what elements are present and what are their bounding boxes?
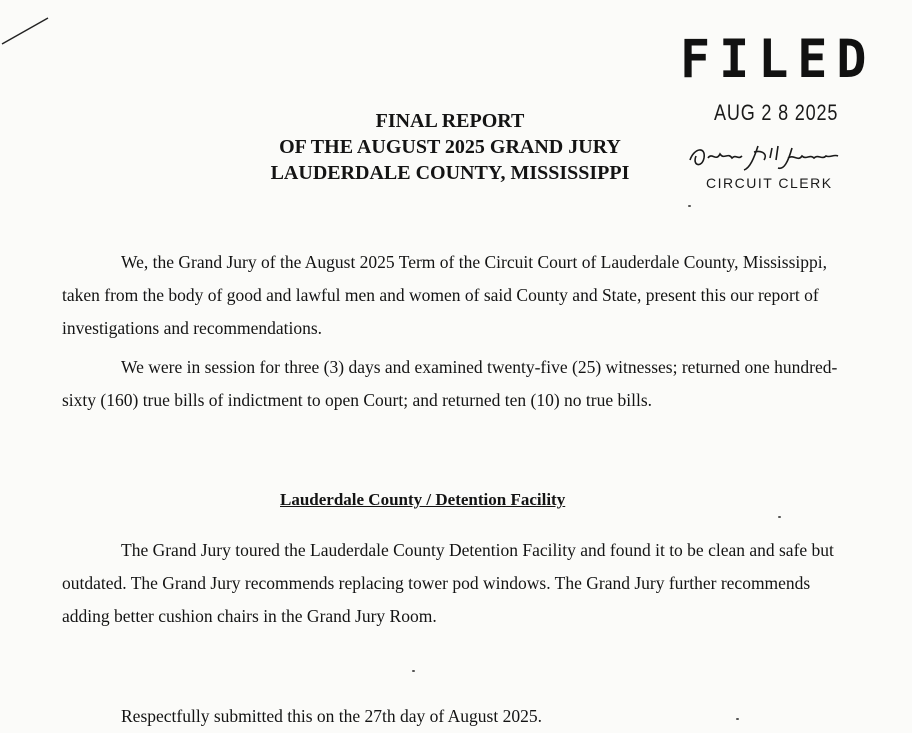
detention-text: The Grand Jury toured the Lauderdale County Detention Facility and found it to be clean and safe but outdated. The Grand Jury recommends replacing tower pod windows. The Grand Jury further recommends adding better cushion chairs in the Grand Jury Room. [62,540,834,626]
filed-stamp-date: AUG 2 8 2025 [714,100,839,125]
scan-speck [412,670,415,672]
intro-paragraph [62,246,842,345]
scan-speck [688,205,691,207]
clerk-signature [684,138,844,178]
closing-text: Respectfully submitted this on the 27th day of August 2025. [121,706,542,726]
title-line-1: FINAL REPORT [375,110,525,132]
clerk-title: CIRCUIT CLERK [706,175,833,191]
section-heading: Lauderdale County / Detention Facility [280,490,566,509]
scan-speck [736,718,739,720]
closing-paragraph [62,700,842,733]
title-line-2: OF THE AUGUST 2025 GRAND JURY [279,136,621,158]
session-text: We were in session for three (3) days and examined twenty-five (25) witnesses; returned one hundred-sixty (160) true bills of indictment to open Court; and returned ten (10) no true bills. [62,357,838,410]
scan-speck [778,516,781,518]
report-title [230,108,670,186]
intro-text: We, the Grand Jury of the August 2025 Term of the Circuit Court of Lauderdale County, Mississippi, taken from the body of good and lawful men and women of said County and State, present this our report of investigations and recommendations. [62,252,828,338]
pen-stroke-mark [0,0,60,50]
detention-paragraph [62,534,842,633]
session-paragraph [62,351,842,417]
title-line-3: LAUDERDALE COUNTY, MISSISSIPPI [270,162,630,184]
filed-stamp: FILED [680,28,876,90]
